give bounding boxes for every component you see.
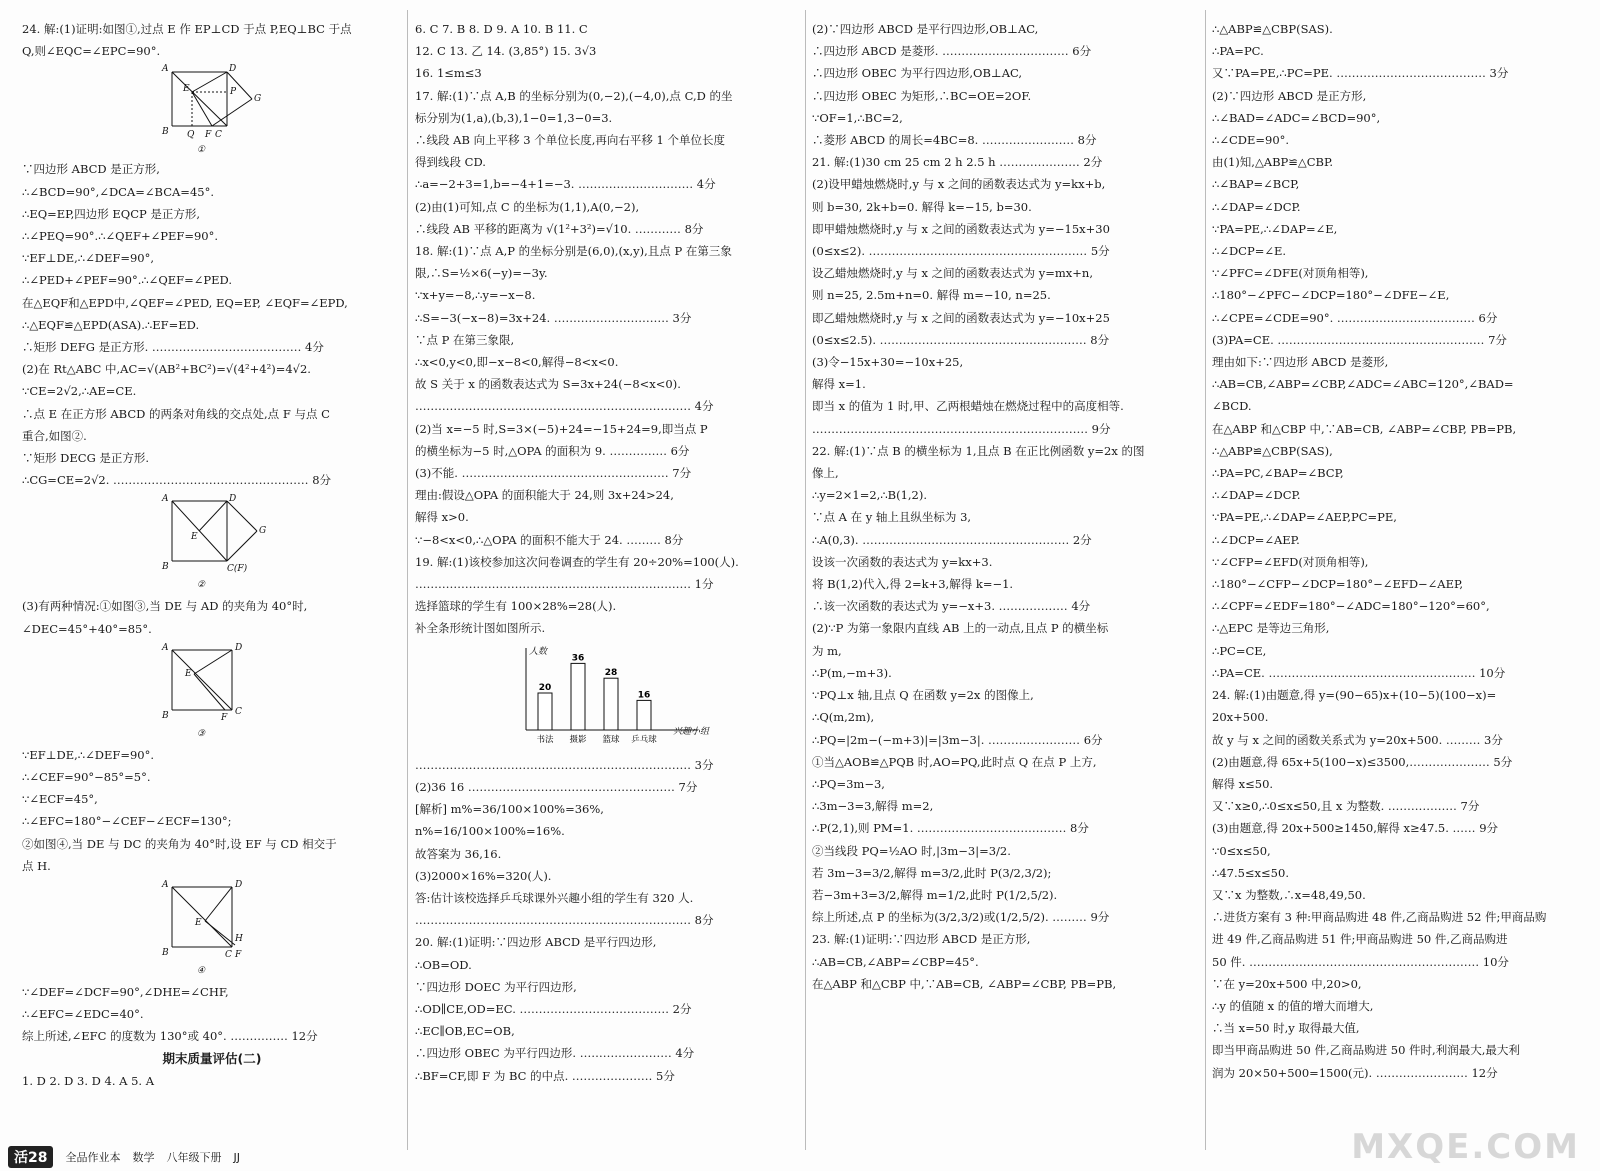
answer-line: 在△ABP 和△CBP 中,∵AB=CB, ∠ABP=∠CBP, PB=PB, xyxy=(1212,421,1517,436)
page-footer xyxy=(8,1145,240,1169)
point-label: E xyxy=(183,84,190,95)
answer-line: ∴EQ=EP,四边形 EQCP 是正方形, xyxy=(22,206,201,221)
answer-line: (0≤x≤2). ………………………………………………… 5分 xyxy=(812,244,1110,259)
bar-1 xyxy=(571,663,585,730)
answer-line: ∴∠PED+∠PEF=90°.∴∠QEF=∠PED. xyxy=(22,273,232,288)
answer-line: ∵四边形 DOEC 为平行四边形, xyxy=(415,979,577,994)
data-label: 20 xyxy=(538,682,551,693)
answer-line: (0≤x≤2.5). ……………………………………………… 8分 xyxy=(812,332,1110,347)
point-label: E xyxy=(191,532,198,543)
answer-line: ∴P(2,1),则 PM=1. ………………………………… 8分 xyxy=(812,821,1089,836)
answer-line: 50 件. …………………………………………………… 10分 xyxy=(1212,954,1509,969)
answer-line: n%=16/100×100%=16%. xyxy=(415,824,565,839)
answer-line: 答:估计该校选择乒乓球课外兴趣小组的学生有 320 人. xyxy=(415,890,694,905)
point-label: C xyxy=(225,950,232,961)
data-label: 36 xyxy=(571,653,584,664)
answer-line: ∵矩形 DECG 是正方形. xyxy=(22,451,150,466)
answer-line: ∴AB=CB,∠ABP=∠CBP,∠ADC=∠ABC=120°,∠BAD= xyxy=(1212,377,1514,392)
geometry-figure-fig2 xyxy=(147,493,277,593)
answer-line: ∴∠DCP=∠AEP. xyxy=(1212,532,1300,547)
answer-line: ∴PA=PC,∠BAP=∠BCP, xyxy=(1212,466,1344,481)
category-label: 书法 xyxy=(535,734,554,745)
answer-line: ∴PC=CE, xyxy=(1212,643,1267,658)
edition: JJ xyxy=(233,1150,240,1164)
answer-line: ②当线段 PQ=½AO 时,|3m−3|=3/2. xyxy=(812,843,1011,858)
answer-line: 解得 x>0. xyxy=(415,510,469,525)
answer-line: 即当 x 的值为 1 时,甲、乙两根蜡烛在燃烧过程中的高度相等. xyxy=(812,399,1124,414)
point-label: F xyxy=(235,950,242,961)
answer-line: ∵CE=2√2,∴AE=CE. xyxy=(22,384,137,399)
point-label: Q xyxy=(187,130,195,141)
answer-line: (2)∵P 为第一象限内直线 AB 上的一动点,且点 P 的横坐标 xyxy=(812,621,1109,636)
answer-line: 选择篮球的学生有 100×28%=28(人). xyxy=(415,599,617,614)
answer-line: ∴OD∥CE,OD=EC. ………………………………… 2分 xyxy=(415,1001,692,1016)
point-label: B xyxy=(162,710,169,721)
watermark: MXQE.COM xyxy=(1351,1127,1580,1167)
answer-line: ∴∠EFC=180°−∠CEF−∠ECF=130°; xyxy=(22,814,232,829)
answer-line: ……………………………………………………………… 8分 xyxy=(415,913,714,928)
answer-line: ∴3m−3=3,解得 m=2, xyxy=(812,799,934,814)
answer-line: ∵∠CFP=∠EFD(对顶角相等), xyxy=(1212,554,1369,569)
answer-line: (3)有两种情况:①如图③,当 DE 与 AD 的夹角为 40°时, xyxy=(22,599,308,614)
answer-line: ∵OF=1,∴BC=2, xyxy=(812,110,903,125)
answer-line: 20x+500. xyxy=(1212,710,1269,725)
answer-line: ∴四边形 OBEC 为平行四边形. …………………… 4分 xyxy=(415,1046,695,1061)
point-label: B xyxy=(162,127,169,138)
figure-caption: ② xyxy=(197,580,206,591)
answer-line: ……………………………………………………………… 3分 xyxy=(415,757,714,772)
answer-line: ∴该一次函数的表达式为 y=−x+3. ……………… 4分 xyxy=(812,599,1091,614)
answer-line: 补全条形统计图如图所示. xyxy=(415,621,546,636)
answer-line: ∴P(m,−m+3). xyxy=(812,665,892,680)
answer-line: 若−3m+3=3/2,解得 m=1/2,此时 P(1/2,5/2). xyxy=(812,887,1058,902)
subject: 数学 xyxy=(132,1151,155,1164)
answer-line: ∴线段 AB 平移的距离为 √(1²+3²)=√10. ………… 8分 xyxy=(415,221,704,236)
point-label: D xyxy=(235,880,243,891)
answer-line: (3)2000×16%=320(人). xyxy=(415,868,552,883)
answer-line: 若 3m−3=3/2,解得 m=3/2,此时 P(3/2,3/2); xyxy=(812,865,1052,880)
answer-line: 1. D 2. D 3. D 4. A 5. A xyxy=(22,1073,155,1088)
answer-line: (2)36 16 ……………………………………………… 7分 xyxy=(415,779,698,794)
answer-line: (2)由题意,得 65x+5(100−x)≤3500,………………… 5分 xyxy=(1212,754,1513,769)
answer-line: ∴EC∥OB,EC=OB, xyxy=(415,1024,515,1039)
point-label: G xyxy=(254,94,262,105)
answer-line: 6. C 7. B 8. D 9. A 10. B 11. C xyxy=(415,22,588,36)
answer-line: ∴线段 AB 向上平移 3 个单位长度,再向右平移 1 个单位长度 xyxy=(415,133,725,148)
column-2 xyxy=(415,18,800,1146)
point-label: A xyxy=(162,64,169,75)
answer-line: ∵−8<x<0,∴△OPA 的面积不能大于 24. ……… 8分 xyxy=(415,532,684,547)
answer-line: 设乙蜡烛燃烧时,y 与 x 之间的函数表达式为 y=mx+n, xyxy=(812,266,1093,281)
answer-line: ∴A(0,3). ……………………………………………… 2分 xyxy=(812,532,1092,547)
figure-line xyxy=(227,531,257,561)
data-label: 28 xyxy=(604,667,617,678)
point-label: D xyxy=(229,64,237,75)
answer-line: ∴S=−3(−x−8)=3x+24. ………………………… 3分 xyxy=(415,310,692,325)
figure-line xyxy=(194,650,232,674)
column-3 xyxy=(812,18,1200,1146)
point-label: A xyxy=(162,642,169,653)
answer-line: 解得 x=1. xyxy=(812,377,866,392)
answer-line: ∴a=−2+3=1,b=−4+1=−3. ………………………… 4分 xyxy=(415,177,716,192)
x-axis-label: 兴趣小组 xyxy=(672,726,709,737)
answer-line: ∵∠DEF=∠DCF=90°,∠DHE=∠CHF, xyxy=(22,985,229,1000)
answer-line: 设该一次函数的表达式为 y=kx+3. xyxy=(812,554,993,569)
answer-line: ∴∠BAP=∠BCP, xyxy=(1212,177,1300,192)
answer-line: 则 b=30, 2k+b=0. 解得 k=−15, b=30. xyxy=(812,199,1032,214)
answer-line: ∠DEC=45°+40°=85°. xyxy=(22,621,152,636)
answer-line: ∴BF=CF,即 F 为 BC 的中点. ………………… 5分 xyxy=(415,1068,675,1083)
answer-line: ……………………………………………………………… 4分 xyxy=(415,399,714,414)
figure-fig2 xyxy=(22,493,402,593)
answer-line: ∴y=2×1=2,∴B(1,2). xyxy=(812,488,928,503)
figure-fig1 xyxy=(22,64,402,156)
answer-line: 故 y 与 x 之间的函数关系式为 y=20x+500. ……… 3分 xyxy=(1212,732,1503,747)
point-label: C xyxy=(235,706,242,717)
answer-line: ∴OB=OD. xyxy=(415,957,472,972)
answer-line: ∴180°−∠CFP−∠DCP=180°−∠EFD−∠AEP, xyxy=(1212,577,1464,592)
answer-line: 故答案为 36,16. xyxy=(415,846,502,861)
answer-line: 在△ABP 和△CBP 中,∵AB=CB, ∠ABP=∠CBP, PB=PB, xyxy=(812,976,1117,991)
answer-line: ∵点 P 在第三象限, xyxy=(415,332,515,347)
answer-line: 限,∴S=½×6(−y)=−3y. xyxy=(415,266,548,281)
figure-caption: ④ xyxy=(197,966,206,977)
point-label: D xyxy=(235,642,243,653)
column-divider xyxy=(1205,10,1206,1150)
figure-chart xyxy=(415,642,800,752)
answer-line: ∴∠PEQ=90°.∴∠QEF+∠PEF=90°. xyxy=(22,229,218,244)
answer-line: 将 B(1,2)代入,得 2=k+3,解得 k=−1. xyxy=(812,577,1014,592)
answer-line: ∴Q(m,2m), xyxy=(812,710,875,725)
answer-line: (2)∵四边形 ABCD 是平行四边形,OB⊥AC, xyxy=(812,22,1039,36)
category-label: 摄影 xyxy=(568,734,587,745)
answer-line: 21. 解:(1)30 cm 25 cm 2 h 2.5 h ………………… 2分 xyxy=(812,155,1103,170)
grade: 八年级下册 xyxy=(166,1151,222,1164)
answer-line: ∴当 x=50 时,y 取得最大值, xyxy=(1212,1021,1360,1036)
point-label: C xyxy=(215,130,222,141)
answer-line: 理由如下:∵四边形 ABCD 是菱形, xyxy=(1212,355,1389,370)
answer-line: 23. 解:(1)证明:∵四边形 ABCD 是正方形, xyxy=(812,932,1031,947)
answer-line: 16. 1≤m≤3 xyxy=(415,66,482,81)
answer-line: ∴∠DAP=∠DCP. xyxy=(1212,488,1301,503)
answer-line: ①当△AOB≌△PQB 时,AO=PQ,此时点 Q 在点 P 上方, xyxy=(812,754,1097,769)
answer-line: 在△EQF和△EPD中,∠QEF=∠PED, EQ=EP, ∠EQF=∠EPD, xyxy=(22,295,348,310)
answer-line: 19. 解:(1)该校参加这次问卷调查的学生有 20÷20%=100(人). xyxy=(415,554,739,569)
answer-line: ∵∠ECF=45°, xyxy=(22,792,98,807)
answer-line: ∴△EPC 是等边三角形, xyxy=(1212,621,1330,636)
page-number-badge: 活28 xyxy=(8,1146,53,1168)
answer-line: 即甲蜡烛燃烧时,y 与 x 之间的函数表达式为 y=−15x+30 xyxy=(812,221,1110,236)
answer-line: 即乙蜡烛燃烧时,y 与 x 之间的函数表达式为 y=−10x+25 xyxy=(812,310,1110,325)
answer-line: (2)∵四边形 ABCD 是正方形, xyxy=(1212,88,1367,103)
answer-line: ∴∠CPE=∠CDE=90°. ……………………………… 6分 xyxy=(1212,310,1498,325)
answer-line: ∵PA=PE,∴∠DAP=∠AEP,PC=PE, xyxy=(1212,510,1397,525)
answer-line: ∴CG=CE=2√2. …………………………………………… 8分 xyxy=(22,473,332,488)
answer-line: ∴矩形 DEFG 是正方形. ………………………………… 4分 xyxy=(22,340,324,355)
book-name: 全品作业本 xyxy=(65,1151,121,1164)
answer-line: 18. 解:(1)∵点 A,P 的坐标分别是(6,0),(x,y),且点 P 在第三象 xyxy=(415,244,732,259)
answer-line: (2)由(1)可知,点 C 的坐标为(1,1),A(0,−2), xyxy=(415,199,640,214)
answer-line: 故 S 关于 x 的函数表达式为 S=3x+24(−8<x<0). xyxy=(415,377,681,392)
answer-line: 即当甲商品购进 50 件,乙商品购进 50 件时,利润最大,最大利 xyxy=(1212,1043,1520,1058)
figure-line xyxy=(194,674,225,710)
answer-line: 点 H. xyxy=(22,858,51,873)
answer-line: ∴PA=CE. ……………………………………………… 10分 xyxy=(1212,665,1506,680)
point-label: B xyxy=(162,562,169,573)
answer-line: 20. 解:(1)证明:∵四边形 ABCD 是平行四边形, xyxy=(415,935,657,950)
answer-line: ∴∠DAP=∠DCP. xyxy=(1212,199,1301,214)
point-label: A xyxy=(162,880,169,891)
answer-line: ∵EF⊥DE,∴∠DEF=90°. xyxy=(22,747,154,762)
answer-line: 解得 x≤50. xyxy=(1212,776,1274,791)
figure-line xyxy=(192,72,227,92)
answer-line: 重合,如图②. xyxy=(22,428,87,443)
answer-line: 24. 解:(1)由题意,得 y=(90−65)x+(10−5)(100−x)= xyxy=(1212,688,1497,703)
column-1 xyxy=(22,18,402,1146)
answer-line: ∴点 E 在正方形 ABCD 的两条对角线的交点处,点 F 与点 C xyxy=(22,406,330,421)
answer-line: 理由:假设△OPA 的面积能大于 24,则 3x+24>24, xyxy=(415,488,674,503)
answer-line: ∴y 的值随 x 的值的增大而增大, xyxy=(1212,998,1374,1013)
point-label: B xyxy=(162,948,169,959)
category-label: 乒乓球 xyxy=(630,734,657,745)
column-4 xyxy=(1212,18,1592,1146)
answer-line: ∴进货方案有 3 种:甲商品购进 48 件,乙商品购进 52 件;甲商品购 xyxy=(1212,910,1547,925)
answer-line: (3)不能. ……………………………………………… 7分 xyxy=(415,466,692,481)
point-label: E xyxy=(195,918,202,929)
figure-fig4 xyxy=(22,879,402,979)
answer-line: 又∵x≥0,∴0≤x≤50,且 x 为整数. ……………… 7分 xyxy=(1212,799,1480,814)
answer-line: ∴PQ=|2m−(−m+3)|=|3m−3|. …………………… 6分 xyxy=(812,732,1103,747)
answer-line: 的横坐标为−5 时,△OPA 的面积为 9. …………… 6分 xyxy=(415,443,690,458)
geometry-figure-fig1 xyxy=(147,64,277,156)
point-label: F xyxy=(221,712,228,723)
answer-line: ∵∠PFC=∠DFE(对顶角相等), xyxy=(1212,266,1369,281)
answer-line: ∴PA=PC. xyxy=(1212,44,1264,59)
answer-line: 又∵PA=PE,∴PC=PE. ………………………………… 3分 xyxy=(1212,66,1509,81)
data-label: 16 xyxy=(637,690,650,701)
answer-line: (3)PA=CE. ……………………………………………… 7分 xyxy=(1212,332,1507,347)
answer-line: ∴四边形 OBEC 为矩形,∴BC=OE=2OF. xyxy=(812,88,1032,103)
section-title: 期末质量评估(二) xyxy=(162,1050,262,1066)
answer-line: ∴△EQF≌△EPD(ASA).∴EF=ED. xyxy=(22,317,200,332)
answer-line: Q,则∠EQC=∠EPC=90°. xyxy=(22,44,161,59)
answer-line: ∴∠EFC=∠EDC=40°. xyxy=(22,1007,144,1022)
answer-line: ∴∠CEF=90°−85°=5°. xyxy=(22,770,151,785)
answer-line: ……………………………………………………………… 1分 xyxy=(415,577,714,592)
answer-line: ∵PA=PE,∴∠DAP=∠E, xyxy=(1212,221,1338,236)
answer-line: ∴180°−∠PFC−∠DCP=180°−∠DFE−∠E, xyxy=(1212,288,1450,303)
answer-line: ∴∠CPF=∠EDF=180°−∠ADC=180°−120°=60°, xyxy=(1212,599,1490,614)
figure-fig3 xyxy=(22,642,402,742)
figure-line xyxy=(172,650,232,710)
answer-line: [解析] m%=36/100×100%=36%, xyxy=(415,802,604,817)
answer-line: ∴∠BCD=90°,∠DCA=∠BCA=45°. xyxy=(22,184,214,199)
point-label: H xyxy=(235,934,243,945)
figure-line xyxy=(227,501,257,531)
answer-line: ②如图④,当 DE 与 DC 的夹角为 40°时,设 EF 与 CD 相交于 xyxy=(22,836,337,851)
answer-line: ∵EF⊥DE,∴∠DEF=90°, xyxy=(22,251,154,266)
answer-line: ∵四边形 ABCD 是正方形, xyxy=(22,162,160,177)
figure-line xyxy=(212,99,252,126)
bar-chart xyxy=(498,642,718,752)
answer-line: 又∵x 为整数,∴x=48,49,50. xyxy=(1212,887,1366,902)
answer-line: 12. C 13. 乙 14. (3,85°) 15. 3√3 xyxy=(415,44,597,59)
point-label: G xyxy=(259,526,267,537)
figure-caption: ① xyxy=(197,145,206,156)
answer-line: 综上所述,点 P 的坐标为(3/2,3/2)或(1/2,5/2). ……… 9分 xyxy=(812,910,1110,925)
answer-line: 进 49 件,乙商品购进 51 件;甲商品购进 50 件,乙商品购进 xyxy=(1212,932,1508,947)
figure-line xyxy=(172,887,232,947)
answer-line: ∴PQ=3m−3, xyxy=(812,776,885,791)
answer-line: 则 n=25, 2.5m+n=0. 解得 m=−10, n=25. xyxy=(812,288,1051,303)
answer-line: 得到线段 CD. xyxy=(415,155,486,170)
geometry-figure-fig3 xyxy=(147,642,277,742)
bar-3 xyxy=(637,700,651,730)
answer-line: ∵0≤x≤50, xyxy=(1212,843,1271,858)
answer-line: ∵在 y=20x+500 中,20>0, xyxy=(1212,976,1362,991)
figure-line xyxy=(205,887,232,921)
figure-line xyxy=(172,72,227,126)
answer-line: ∴∠BAD=∠ADC=∠BCD=90°, xyxy=(1212,110,1381,125)
point-label: D xyxy=(229,494,237,505)
answer-line: ∴△ABP≌△CBP(SAS), xyxy=(1212,443,1333,458)
answer-line: 24. 解:(1)证明:如图①,过点 E 作 EP⊥CD 于点 P,EQ⊥BC 于点 xyxy=(22,22,352,36)
point-label: A xyxy=(162,494,169,505)
answer-line: 由(1)知,△ABP≌△CBP. xyxy=(1212,155,1334,170)
answer-line: (2)当 x=−5 时,S=3×(−5)+24=−15+24=9,即当点 P xyxy=(415,421,708,436)
answer-line: ……………………………………………………………… 9分 xyxy=(812,421,1111,436)
point-label: P xyxy=(230,87,237,98)
bar-2 xyxy=(604,678,618,730)
answer-line: (2)在 Rt△ABC 中,AC=√(AB²+BC²)=√(4²+4²)=4√2. xyxy=(22,362,311,377)
answer-line: ∴∠CDE=90°. xyxy=(1212,133,1290,148)
answer-line: ∵x+y=−8,∴y=−x−8. xyxy=(415,288,536,303)
answer-line: ∴∠DCP=∠E. xyxy=(1212,244,1287,259)
point-label: E xyxy=(185,668,192,679)
answer-line: 标分别为(1,a),(b,3),1−0=1,3−0=3. xyxy=(415,110,613,125)
answer-line: 为 m, xyxy=(812,643,842,658)
figure-line xyxy=(199,501,227,531)
answer-line: ∵点 A 在 y 轴上且纵坐标为 3, xyxy=(812,510,972,525)
answer-line: ∴AB=CB,∠ABP=∠CBP=45°. xyxy=(812,954,979,969)
point-label: C(F) xyxy=(227,564,248,575)
figure-line xyxy=(205,921,235,945)
column-divider xyxy=(407,10,408,1150)
y-axis-label: 人数 xyxy=(528,646,547,657)
answer-line: ∠BCD. xyxy=(1212,399,1252,414)
geometry-figure-fig4 xyxy=(147,879,277,979)
point-label: F xyxy=(205,130,212,141)
category-label: 篮球 xyxy=(601,734,620,745)
answer-line: 像上, xyxy=(812,466,839,481)
answer-line: 润为 20×50+500=1500(元). …………………… 12分 xyxy=(1212,1065,1498,1080)
answer-line: 22. 解:(1)∵点 B 的横坐标为 1,且点 B 在正比例函数 y=2x 的图 xyxy=(812,443,1145,458)
answer-line: ∴△ABP≌△CBP(SAS). xyxy=(1212,22,1333,36)
bar-0 xyxy=(538,693,552,730)
figure-caption: ③ xyxy=(197,728,206,739)
answer-line: ∴x<0,y<0,即−x−8<0,解得−8<x<0. xyxy=(415,355,619,370)
answer-line: ∴47.5≤x≤50. xyxy=(1212,865,1289,880)
answer-line: 17. 解:(1)∵点 A,B 的坐标分别为(0,−2),(−4,0),点 C,D 的坐 xyxy=(415,88,733,103)
answer-line: ∵PQ⊥x 轴,且点 Q 在函数 y=2x 的图像上, xyxy=(812,688,1034,703)
answer-line: (3)令−15x+30=−10x+25, xyxy=(812,355,964,370)
answer-line: 综上所述,∠EFC 的度数为 130°或 40°. …………… 12分 xyxy=(22,1029,318,1044)
answer-line: (2)设甲蜡烛燃烧时,y 与 x 之间的函数表达式为 y=kx+b, xyxy=(812,177,1106,192)
answer-line: ∴四边形 ABCD 是菱形. …………………………… 6分 xyxy=(812,44,1092,59)
answer-line: (3)由题意,得 20x+500≥1450,解得 x≥47.5. …… 9分 xyxy=(1212,821,1499,836)
column-divider xyxy=(805,10,806,1150)
answer-line: ∴菱形 ABCD 的周长=4BC=8. …………………… 8分 xyxy=(812,133,1097,148)
answer-line: ∴四边形 OBEC 为平行四边形,OB⊥AC, xyxy=(812,66,1023,81)
